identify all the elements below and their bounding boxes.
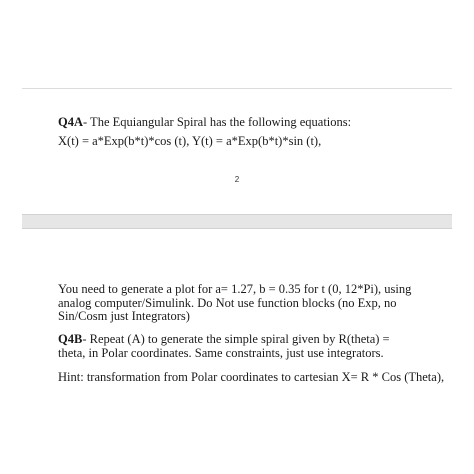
- document-page-2: [22, 229, 452, 445]
- q4b-text: - Repeat (A) to generate the simple spiral given by R(theta) = theta, in Polar coordinates. Same constraints, just use integrators.: [58, 332, 390, 360]
- document-page-1: [22, 88, 452, 215]
- q4b-paragraph: [58, 333, 418, 360]
- q4a-instructions: You need to generate a plot for a= 1.27, b = 0.35 for t (0, 12*Pi), using analog computer/Simulink. Do Not use function blocks (no Exp, no Sin/Cosm just Integrators): [58, 282, 412, 323]
- hint-text: Hint: transformation from Polar coordinates to cartesian X= R * Cos (Theta),: [58, 370, 445, 384]
- page-number: 2: [234, 175, 240, 184]
- q4b-label: Q4B: [58, 332, 83, 346]
- page-separator: [22, 214, 452, 229]
- q4a-label: Q4A: [58, 115, 83, 129]
- q4a-heading-line: [58, 115, 351, 130]
- spiral-equations: X(t) = a*Exp(b*t)*cos (t), Y(t) = a*Exp(b*t)*sin (t),: [58, 134, 322, 148]
- q4a-intro: - The Equiangular Spiral has the following equations:: [83, 115, 352, 129]
